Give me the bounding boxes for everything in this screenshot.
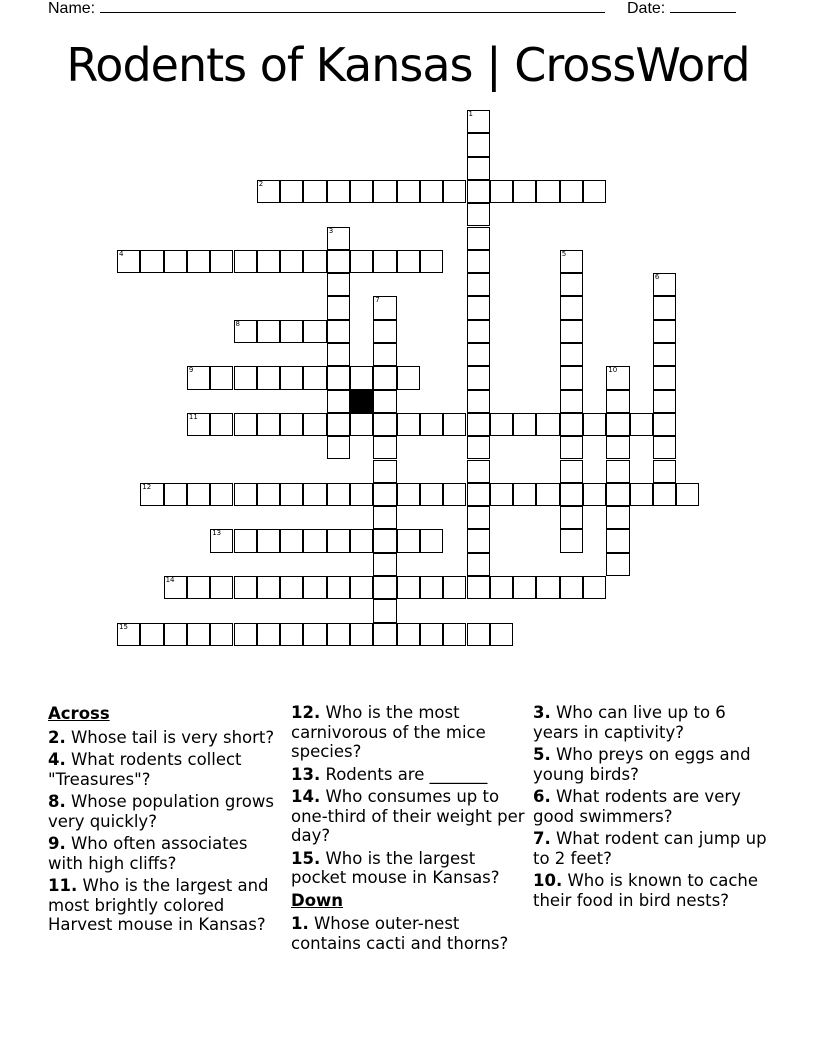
grid-cell[interactable] xyxy=(467,413,490,436)
grid-cell[interactable] xyxy=(397,623,420,646)
grid-cell[interactable] xyxy=(467,343,490,366)
grid-cell[interactable] xyxy=(234,529,257,552)
grid-cell[interactable] xyxy=(327,413,350,436)
grid-cell[interactable] xyxy=(234,576,257,599)
grid-cell[interactable] xyxy=(187,483,210,506)
grid-cell[interactable] xyxy=(490,180,513,203)
grid-cell[interactable] xyxy=(117,250,140,273)
grid-cell[interactable] xyxy=(257,529,280,552)
clue-number: 12 xyxy=(142,482,152,491)
grid-cell[interactable] xyxy=(210,250,233,273)
grid-cell[interactable] xyxy=(606,413,629,436)
grid-cell[interactable] xyxy=(397,529,420,552)
clue-number: 7 xyxy=(375,296,380,305)
clue-number: 1 xyxy=(468,110,473,118)
grid-cell[interactable] xyxy=(303,483,326,506)
grid-cell[interactable] xyxy=(164,250,187,273)
grid-cell[interactable] xyxy=(443,576,466,599)
grid-cell[interactable] xyxy=(467,506,490,529)
grid-cell[interactable] xyxy=(560,390,583,413)
black-square xyxy=(350,390,373,413)
grid-cell[interactable] xyxy=(303,623,326,646)
grid-cell[interactable] xyxy=(606,366,629,389)
grid-cell[interactable] xyxy=(653,483,676,506)
grid-cell[interactable] xyxy=(606,506,629,529)
grid-cell[interactable] xyxy=(327,436,350,459)
grid-cell[interactable] xyxy=(467,203,490,226)
grid-cell[interactable] xyxy=(350,576,373,599)
clue-across-9: 9. Who often associates with high cliffs? xyxy=(48,834,248,873)
grid-cell[interactable] xyxy=(257,483,280,506)
grid-cell[interactable] xyxy=(234,413,257,436)
grid-cell[interactable] xyxy=(327,576,350,599)
grid-cell[interactable] xyxy=(467,157,490,180)
clue-across-8: 8. Whose population grows very quickly? xyxy=(48,792,274,831)
grid-cell[interactable] xyxy=(606,390,629,413)
grid-cell[interactable] xyxy=(280,250,303,273)
grid-cell[interactable] xyxy=(257,366,280,389)
grid-cell[interactable] xyxy=(327,483,350,506)
grid-cell[interactable] xyxy=(606,460,629,483)
grid-cell[interactable] xyxy=(350,366,373,389)
grid-cell[interactable] xyxy=(536,180,559,203)
grid-cell[interactable] xyxy=(467,390,490,413)
clue-number: 2 xyxy=(258,179,264,188)
grid-cell[interactable] xyxy=(140,623,163,646)
clue-number: 3 xyxy=(328,226,334,235)
grid-cell[interactable] xyxy=(443,623,466,646)
grid-cell[interactable] xyxy=(303,320,326,343)
grid-cell[interactable] xyxy=(373,320,396,343)
grid-cell[interactable] xyxy=(373,413,396,436)
grid-cell[interactable] xyxy=(397,483,420,506)
grid-cell[interactable] xyxy=(280,483,303,506)
clue-number: 15 xyxy=(119,622,128,631)
grid-cell[interactable] xyxy=(210,483,233,506)
grid-cell[interactable] xyxy=(373,553,396,576)
grid-cell[interactable] xyxy=(560,320,583,343)
grid-cell[interactable] xyxy=(350,180,373,203)
grid-cell[interactable] xyxy=(327,227,350,250)
grid-cell[interactable] xyxy=(164,623,187,646)
clue-number: 4 xyxy=(119,249,124,258)
clue-column-1 xyxy=(48,703,284,938)
date-label: Date: xyxy=(627,0,666,17)
clue-number: 13 xyxy=(212,529,222,538)
grid-cell[interactable] xyxy=(373,460,396,483)
grid-cell[interactable] xyxy=(373,436,396,459)
clue-down-3: 3. Who can live up to 6 years in captivity? xyxy=(533,703,726,742)
grid-cell[interactable] xyxy=(210,529,233,552)
grid-cell[interactable] xyxy=(210,366,233,389)
clue-across-11: 11. Who is the largest and most brightly colored Harvest mouse in Kansas? xyxy=(48,876,269,934)
grid-cell[interactable] xyxy=(350,250,373,273)
grid-cell[interactable] xyxy=(443,413,466,436)
grid-cell[interactable] xyxy=(303,413,326,436)
grid-cell[interactable] xyxy=(257,576,280,599)
grid-cell[interactable] xyxy=(187,623,210,646)
clue-column-3 xyxy=(533,703,769,913)
clue-number: 9 xyxy=(188,366,194,375)
clue-down-6: 6. What rodents are very good swimmers? xyxy=(533,787,741,826)
grid-cell[interactable] xyxy=(467,133,490,156)
grid-cell[interactable] xyxy=(257,180,280,203)
grid-cell[interactable] xyxy=(490,623,513,646)
grid-cell[interactable] xyxy=(164,483,187,506)
grid-cell[interactable] xyxy=(280,623,303,646)
grid-cell[interactable] xyxy=(560,366,583,389)
clue-across-14: 14. Who consumes up to one-third of their weight per day? xyxy=(291,787,525,845)
grid-cell[interactable] xyxy=(560,296,583,319)
clue-number: 8 xyxy=(235,319,240,328)
grid-cell[interactable] xyxy=(350,623,373,646)
clue-down-10: 10. Who is known to cache their food in bird nests? xyxy=(533,871,758,910)
grid-cell[interactable] xyxy=(397,413,420,436)
grid-cell[interactable] xyxy=(327,366,350,389)
grid-cell[interactable] xyxy=(373,390,396,413)
grid-cell[interactable] xyxy=(420,623,443,646)
grid-cell[interactable] xyxy=(327,250,350,273)
grid-cell[interactable] xyxy=(653,413,676,436)
grid-cell[interactable] xyxy=(420,483,443,506)
grid-cell[interactable] xyxy=(187,576,210,599)
grid-cell[interactable] xyxy=(606,529,629,552)
grid-cell[interactable] xyxy=(513,413,536,436)
grid-cell[interactable] xyxy=(210,413,233,436)
grid-cell[interactable] xyxy=(513,180,536,203)
grid-cell[interactable] xyxy=(420,180,443,203)
grid-cell[interactable] xyxy=(560,343,583,366)
clue-number: 14 xyxy=(165,576,175,584)
grid-cell[interactable] xyxy=(653,390,676,413)
grid-cell[interactable] xyxy=(467,273,490,296)
grid-cell[interactable] xyxy=(373,599,396,622)
grid-cell[interactable] xyxy=(467,110,490,133)
clue-number: 11 xyxy=(188,412,198,421)
grid-cell[interactable] xyxy=(140,250,163,273)
grid-cell[interactable] xyxy=(513,576,536,599)
grid-cell[interactable] xyxy=(327,390,350,413)
grid-cell[interactable] xyxy=(373,180,396,203)
grid-cell[interactable] xyxy=(653,320,676,343)
grid-cell[interactable] xyxy=(327,180,350,203)
grid-cell[interactable] xyxy=(234,250,257,273)
grid-cell[interactable] xyxy=(373,343,396,366)
grid-cell[interactable] xyxy=(234,623,257,646)
grid-cell[interactable] xyxy=(140,483,163,506)
grid-cell[interactable] xyxy=(210,623,233,646)
grid-cell[interactable] xyxy=(327,273,350,296)
grid-cell[interactable] xyxy=(536,576,559,599)
grid-cell[interactable] xyxy=(560,483,583,506)
grid-cell[interactable] xyxy=(560,529,583,552)
grid-cell[interactable] xyxy=(443,483,466,506)
grid-cell[interactable] xyxy=(606,483,629,506)
grid-cell[interactable] xyxy=(373,296,396,319)
grid-cell[interactable] xyxy=(373,576,396,599)
grid-cell[interactable] xyxy=(560,436,583,459)
clue-down-7: 7. What rodent can jump up to 2 feet? xyxy=(533,829,767,868)
grid-cell[interactable] xyxy=(467,180,490,203)
grid-cell[interactable] xyxy=(164,576,187,599)
grid-cell[interactable] xyxy=(350,483,373,506)
clue-down-1: 1. Whose outer-nest contains cacti and thorns? xyxy=(291,914,509,953)
grid-cell[interactable] xyxy=(583,180,606,203)
clue-across-13: 13. Rodents are _______ xyxy=(291,764,488,784)
grid-cell[interactable] xyxy=(210,576,233,599)
grid-cell[interactable] xyxy=(280,529,303,552)
grid-cell[interactable] xyxy=(234,483,257,506)
grid-cell[interactable] xyxy=(257,413,280,436)
grid-cell[interactable] xyxy=(583,483,606,506)
grid-cell[interactable] xyxy=(373,366,396,389)
grid-cell[interactable] xyxy=(257,250,280,273)
grid-cell[interactable] xyxy=(513,483,536,506)
grid-cell[interactable] xyxy=(373,506,396,529)
grid-cell[interactable] xyxy=(467,436,490,459)
grid-cell[interactable] xyxy=(536,483,559,506)
grid-cell[interactable] xyxy=(280,576,303,599)
clue-across-2: 2. Whose tail is very short? xyxy=(48,727,275,747)
clue-across-4: 4. What rodents collect "Treasures"? xyxy=(48,750,242,789)
grid-cell[interactable] xyxy=(560,576,583,599)
grid-cell[interactable] xyxy=(467,227,490,250)
clue-number: 6 xyxy=(654,273,660,282)
grid-cell[interactable] xyxy=(467,576,490,599)
grid-cell[interactable] xyxy=(350,529,373,552)
grid-cell[interactable] xyxy=(327,296,350,319)
down-heading: Down xyxy=(291,890,344,910)
grid-cell[interactable] xyxy=(467,460,490,483)
grid-cell[interactable] xyxy=(653,296,676,319)
grid-cell[interactable] xyxy=(560,506,583,529)
grid-cell[interactable] xyxy=(467,296,490,319)
grid-cell[interactable] xyxy=(560,273,583,296)
grid-cell[interactable] xyxy=(397,576,420,599)
clue-column-2 xyxy=(291,703,527,956)
grid-cell[interactable] xyxy=(653,436,676,459)
grid-cell[interactable] xyxy=(257,320,280,343)
grid-cell[interactable] xyxy=(327,623,350,646)
clue-across-12: 12. Who is the most carnivorous of the mice species? xyxy=(291,703,486,761)
grid-cell[interactable] xyxy=(373,529,396,552)
grid-cell[interactable] xyxy=(397,250,420,273)
grid-cell[interactable] xyxy=(490,576,513,599)
grid-cell[interactable] xyxy=(303,180,326,203)
grid-cell[interactable] xyxy=(583,413,606,436)
grid-cell[interactable] xyxy=(234,320,257,343)
grid-cell[interactable] xyxy=(373,483,396,506)
grid-cell[interactable] xyxy=(630,483,653,506)
grid-cell[interactable] xyxy=(280,366,303,389)
grid-cell[interactable] xyxy=(420,576,443,599)
grid-cell[interactable] xyxy=(420,250,443,273)
grid-cell[interactable] xyxy=(117,623,140,646)
grid-cell[interactable] xyxy=(467,529,490,552)
grid-cell[interactable] xyxy=(583,576,606,599)
grid-cell[interactable] xyxy=(350,413,373,436)
grid-cell[interactable] xyxy=(630,413,653,436)
grid-cell[interactable] xyxy=(303,250,326,273)
grid-cell[interactable] xyxy=(397,180,420,203)
grid-cell[interactable] xyxy=(653,273,676,296)
grid-cell[interactable] xyxy=(606,553,629,576)
clue-number: 10 xyxy=(608,366,618,375)
clue-down-5: 5. Who preys on eggs and young birds? xyxy=(533,745,751,784)
grid-cell[interactable] xyxy=(560,250,583,273)
grid-cell[interactable] xyxy=(653,366,676,389)
grid-cell[interactable] xyxy=(490,483,513,506)
grid-cell[interactable] xyxy=(653,343,676,366)
grid-cell[interactable] xyxy=(467,366,490,389)
grid-cell[interactable] xyxy=(187,413,210,436)
grid-cell[interactable] xyxy=(490,413,513,436)
grid-cell[interactable] xyxy=(303,529,326,552)
grid-cell[interactable] xyxy=(327,320,350,343)
grid-cell[interactable] xyxy=(280,320,303,343)
grid-cell[interactable] xyxy=(303,576,326,599)
grid-cell[interactable] xyxy=(443,180,466,203)
grid-cell[interactable] xyxy=(653,460,676,483)
grid-cell[interactable] xyxy=(420,413,443,436)
page-title: Rodents of Kansas | CrossWord xyxy=(66,38,750,92)
grid-cell[interactable] xyxy=(467,553,490,576)
grid-cell[interactable] xyxy=(280,180,303,203)
grid-cell[interactable] xyxy=(373,623,396,646)
grid-cell[interactable] xyxy=(467,250,490,273)
grid-cell[interactable] xyxy=(467,320,490,343)
grid-cell[interactable] xyxy=(560,413,583,436)
clue-number: 5 xyxy=(561,249,567,258)
across-heading: Across xyxy=(48,704,110,723)
grid-cell[interactable] xyxy=(373,250,396,273)
grid-cell[interactable] xyxy=(467,483,490,506)
grid-cell[interactable] xyxy=(327,343,350,366)
name-label: Name: xyxy=(48,0,96,17)
grid-cell[interactable] xyxy=(467,623,490,646)
grid-cell[interactable] xyxy=(676,483,699,506)
grid-cell[interactable] xyxy=(536,413,559,436)
grid-cell[interactable] xyxy=(280,413,303,436)
grid-cell[interactable] xyxy=(327,529,350,552)
clue-across-15: 15. Who is the largest pocket mouse in Kansas? xyxy=(291,848,500,887)
grid-cell[interactable] xyxy=(397,366,420,389)
grid-cell[interactable] xyxy=(560,180,583,203)
grid-cell[interactable] xyxy=(187,366,210,389)
grid-cell[interactable] xyxy=(560,460,583,483)
grid-cell[interactable] xyxy=(606,436,629,459)
grid-cell[interactable] xyxy=(303,366,326,389)
grid-cell[interactable] xyxy=(420,529,443,552)
grid-cell[interactable] xyxy=(187,250,210,273)
grid-cell[interactable] xyxy=(234,366,257,389)
grid-cell[interactable] xyxy=(257,623,280,646)
